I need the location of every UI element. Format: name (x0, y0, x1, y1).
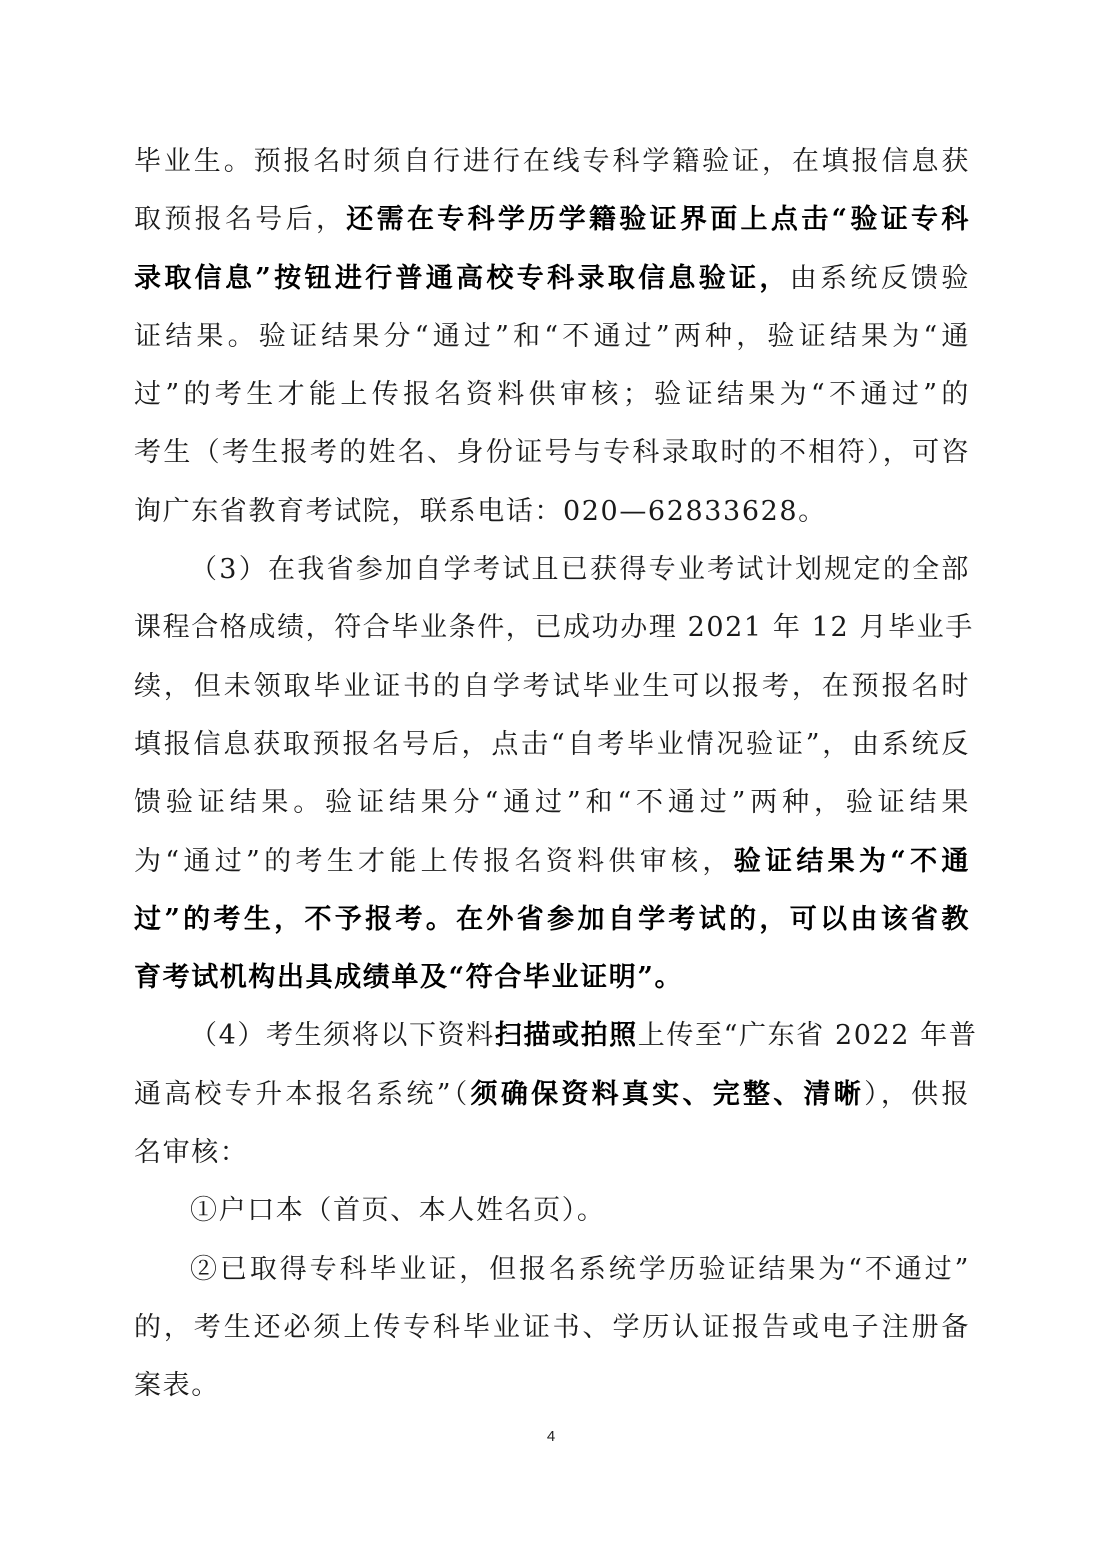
text-line (134, 366, 970, 424)
text-segment: 上传至“广东省 2022 年普 (637, 1020, 978, 1052)
text-segment: 案表。 (134, 1370, 220, 1402)
bold-text-segment: 育考试机构出具成绩单及“符合毕业证明”。 (134, 962, 684, 994)
text-line (134, 658, 970, 716)
page-number: 4 (546, 1428, 556, 1445)
text-segment: 由系统反馈验 (789, 262, 970, 294)
text-segment: 过”的考生才能上传报名资料供审核；验证结果为“不通过”的 (134, 379, 970, 411)
text-line (134, 774, 970, 832)
text-segment: 的，考生还必须上传专科毕业证书、学历认证报告或电子注册备 (134, 1311, 970, 1343)
text-segment: 为“通过”的考生才能上传报名资料供审核， (134, 845, 734, 877)
text-segment: 询广东省教育考试院，联系电话：020—62833628。 (134, 495, 827, 527)
text-segment: （4）考生须将以下资料 (190, 1020, 495, 1052)
text-line (134, 250, 970, 308)
text-segment: 考生（考生报考的姓名、身份证号与专科录取时的不相符），可咨 (134, 437, 970, 469)
document-body (134, 133, 978, 1416)
text-line (134, 1066, 970, 1124)
text-line (134, 716, 970, 774)
text-segment: （3）在我省参加自学考试且已获得专业考试计划规定的全部 (190, 554, 970, 586)
text-segment: 名审核： (134, 1137, 249, 1169)
text-segment: ），供报 (864, 1078, 970, 1110)
text-line (134, 1357, 970, 1415)
bold-text-segment: 验证结果为“不通 (733, 845, 970, 877)
text-line (134, 891, 970, 949)
text-line (134, 133, 970, 191)
text-segment: 毕业生。预报名时须自行进行在线专科学籍验证，在填报信息获 (134, 146, 970, 177)
text-line (134, 1007, 978, 1065)
text-line (134, 308, 970, 366)
text-segment: 通高校专升本报名系统”（ (134, 1078, 471, 1110)
text-segment: 课程合格成绩，符合毕业条件，已成功办理 2021 年 12 月毕业手 (134, 612, 974, 644)
text-segment: ①户口本（首页、本人姓名页）。 (190, 1195, 606, 1227)
text-line (134, 424, 970, 482)
text-segment: 填报信息获取预报名号后，点击“自考毕业情况验证”，由系统反 (134, 728, 970, 760)
text-line (134, 599, 974, 657)
text-line (134, 1299, 970, 1357)
bold-text-segment: 扫描或拍照 (494, 1020, 638, 1052)
text-segment: 取预报名号后， (134, 204, 347, 236)
text-line (134, 541, 970, 599)
bold-text-segment: 须确保资料真实、完整、清晰 (470, 1078, 865, 1110)
text-line (134, 483, 970, 541)
text-segment: 续，但未领取毕业证书的自学考试毕业生可以报考，在预报名时 (134, 670, 970, 702)
bold-text-segment: 过”的考生，不予报考。在外省参加自学考试的，可以由该省教 (134, 903, 970, 935)
bold-text-segment: 还需在专科学历学籍验证界面上点击“验证专科 (346, 204, 970, 236)
text-line (134, 1124, 970, 1182)
text-line (134, 1241, 970, 1299)
bold-text-segment: 录取信息”按钮进行普通高校专科录取信息验证， (134, 262, 790, 294)
text-segment: 馈验证结果。验证结果分“通过”和“不通过”两种，验证结果 (134, 787, 970, 819)
text-segment: 证结果。验证结果分“通过”和“不通过”两种，验证结果为“通 (134, 320, 970, 352)
text-line (134, 949, 970, 1007)
text-line (134, 833, 970, 891)
text-segment: ②已取得专科毕业证，但报名系统学历验证结果为“不通过” (190, 1253, 970, 1285)
text-line (134, 191, 970, 249)
text-line (134, 1182, 970, 1240)
